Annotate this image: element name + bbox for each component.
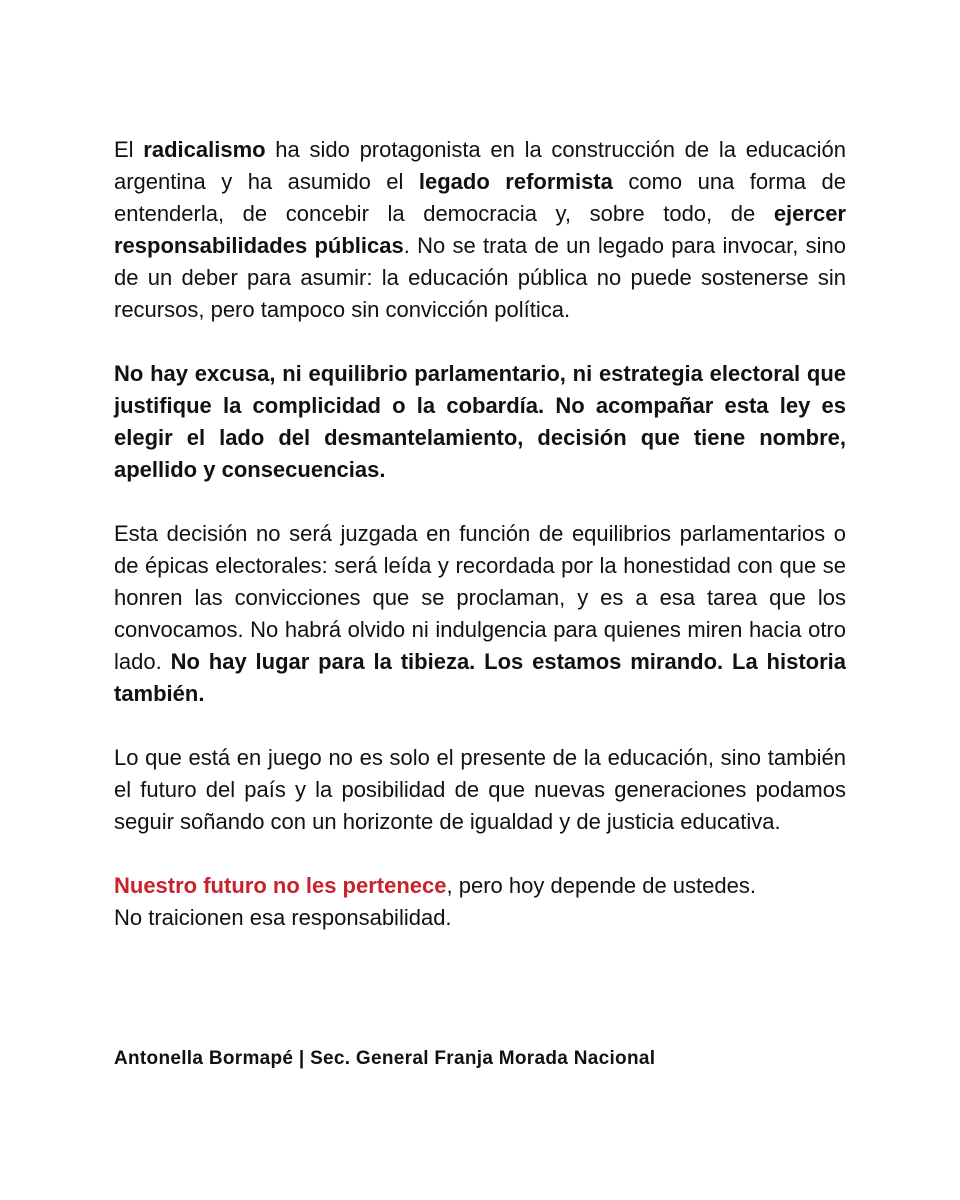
p1-bold-legado-reformista: legado reformista: [418, 169, 613, 194]
p1-text-4: . No se trata de un legado para invocar, sino de un deber para asumir: la educación pública no puede sostenerse sin recursos, pero tampoco sin convicción política.: [114, 233, 846, 322]
closing-paragraph: [114, 870, 846, 934]
p1-text-3: como una forma de entenderla, de concebir la democracia y, sobre todo, de: [114, 169, 846, 226]
closing-line-2: No traicionen esa responsabilidad.: [114, 905, 452, 930]
signature: Antonella Bormapé | Sec. General Franja Morada Nacional: [114, 1048, 656, 1069]
p1-text-2: ha sido protagonista en la construcción de la educación argentina y ha asumido el: [114, 137, 846, 194]
p3-text-1: Esta decisión no será juzgada en función de equilibrios parlamentarios o de épicas electorales: será leída y recordada por la honestidad con que se honren las convicciones que se proclaman, y es a esa tarea que los convocamos. No habrá olvido ni indulgencia para quienes miren hacia otro lado.: [114, 521, 846, 674]
paragraph-2: No hay excusa, ni equilibrio parlamentario, ni estrategia electoral que justifique la complicidad o la cobardía. No acompañar esta ley es elegir el lado del desmantelamiento, decisión que tiene nombre, apellido y consecuencias.: [114, 361, 846, 482]
closing-line-1-rest: , pero hoy depende de ustedes.: [446, 873, 756, 898]
closing-accent-phrase: Nuestro futuro no les pertenece: [114, 873, 447, 898]
paragraph-1: [114, 134, 846, 326]
paragraph-3: [114, 518, 846, 710]
p1-bold-responsabilidades: ejercer responsabilidades públicas: [114, 201, 846, 258]
p1-bold-radicalismo: radicalismo: [143, 137, 266, 162]
p1-text-1: El: [114, 137, 144, 162]
p3-bold-tibieza: No hay lugar para la tibieza. Los estamos mirando. La historia también.: [114, 649, 846, 706]
letter-body: [114, 134, 846, 934]
paragraph-4: Lo que está en juego no es solo el presente de la educación, sino también el futuro del país y la posibilidad de que nuevas generaciones podamos seguir soñando con un horizonte de igualdad y de justicia educativa.: [114, 745, 846, 834]
